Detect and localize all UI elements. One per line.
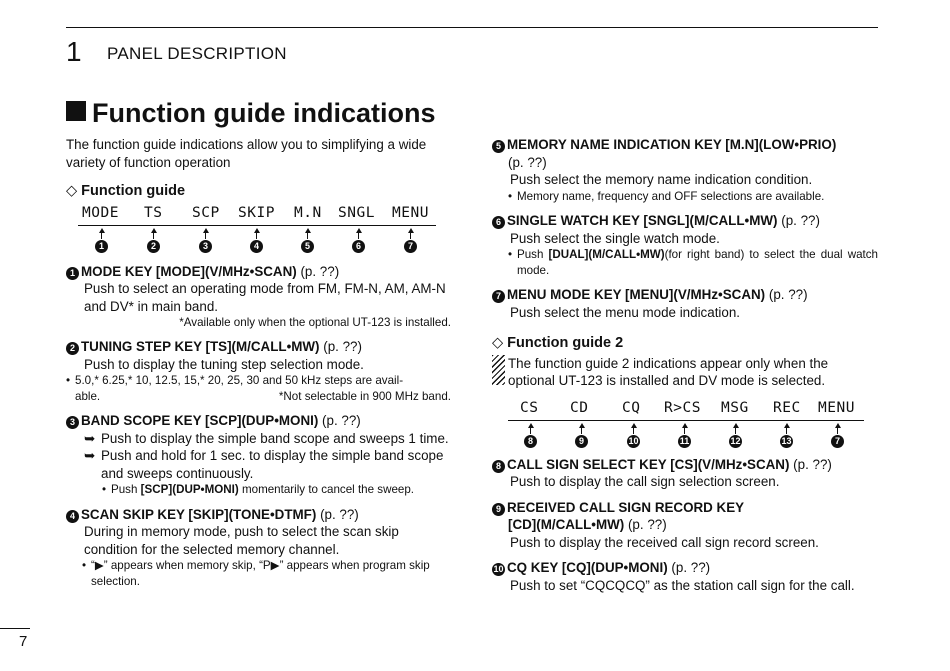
- guide-number: 3: [199, 240, 212, 253]
- lcd-label: SKIP: [238, 204, 275, 221]
- arrow-stem: [837, 427, 838, 434]
- key-description: Push select the memory name indication condition.: [510, 172, 813, 187]
- intro-text: The function guide indications allow you to simplifying a wide variety of function operation: [66, 137, 427, 170]
- page-ref: (p. ??): [671, 560, 711, 575]
- arrow-item-text: Push to display the simple band scope and sweeps 1 time.: [101, 430, 449, 446]
- key-heading: [492, 136, 878, 154]
- function-guide-1-diagram: [66, 205, 451, 257]
- guide-number: 1: [95, 240, 108, 253]
- arrow-stem: [410, 232, 411, 239]
- bullet-note: [508, 247, 878, 278]
- key-title: CQ KEY [CQ](DUP•MONI): [507, 560, 668, 575]
- item-number: 6: [492, 216, 505, 229]
- guide-underline: [508, 420, 864, 421]
- bullet-key: [DUAL](M/CALL•MW): [548, 248, 665, 261]
- lcd-label: TS: [144, 204, 163, 221]
- arrow-item-text: Push and hold for 1 sec. to display the simple band scope and sweeps continuously.: [101, 448, 444, 481]
- guide-number: 2: [147, 240, 160, 253]
- lcd-label: CD: [570, 399, 589, 416]
- arrow-stem: [786, 427, 787, 434]
- item-number: 1: [66, 267, 79, 280]
- square-bullet-icon: [66, 101, 86, 121]
- arrow-up-icon: [408, 228, 414, 233]
- item-number: 8: [492, 460, 505, 473]
- key-heading: [66, 338, 451, 356]
- arrow-up-icon: [682, 423, 688, 428]
- guide-number: 13: [781, 435, 792, 446]
- page-ref: (p. ??): [508, 154, 547, 170]
- arrow-up-icon: [254, 228, 260, 233]
- arrow-up-icon: [631, 423, 637, 428]
- bullet-note: • Memory name, frequency and OFF selections are available.: [508, 189, 878, 205]
- guide2-title-text: Function guide 2: [507, 335, 624, 351]
- right-column: [492, 136, 878, 594]
- lcd-label: M.N: [294, 204, 322, 221]
- chapter-title: PANEL DESCRIPTION: [107, 44, 287, 63]
- arrow-stem: [633, 427, 634, 434]
- key-heading: [66, 506, 451, 524]
- arrow-up-icon: [835, 423, 841, 428]
- diamond-icon: ◇: [66, 183, 78, 199]
- key-title: RECEIVED CALL SIGN RECORD KEY: [507, 499, 745, 515]
- item-number: 7: [492, 290, 505, 303]
- arrow-up-icon: [579, 423, 585, 428]
- key-title: TUNING STEP KEY [TS](M/CALL•MW): [81, 339, 320, 354]
- arrow-right-icon: ➥: [84, 448, 96, 463]
- lcd-label: MENU: [818, 399, 855, 416]
- lcd-label: CS: [520, 399, 539, 416]
- lcd-label: REC: [773, 399, 801, 416]
- item-number: 10: [493, 564, 504, 574]
- arrow-right-icon: ➥: [84, 430, 96, 446]
- function-guide-2-diagram: [492, 400, 878, 452]
- arrow-stem: [530, 427, 531, 434]
- key-title: SCAN SKIP KEY [SKIP](TONE•DTMF): [81, 506, 317, 522]
- key-description: Push to display the tuning step selection mode.: [84, 356, 364, 372]
- key-heading-cont: [508, 516, 878, 534]
- page-ref: (p. ??): [768, 287, 808, 302]
- page-number-rule: [0, 628, 30, 629]
- page-ref: (p. ??): [793, 456, 832, 472]
- section-title: [66, 98, 436, 129]
- lcd-label: MODE: [82, 204, 119, 221]
- diamond-icon: ◇: [492, 335, 504, 351]
- arrow-up-icon: [99, 228, 105, 233]
- footnote: *Available only when the optional UT-123 is installed.: [179, 316, 451, 329]
- arrow-up-icon: [203, 228, 209, 233]
- key-heading: [492, 559, 878, 577]
- section-title-text: Function guide indications: [92, 98, 436, 128]
- page-ref: (p. ??): [322, 413, 361, 428]
- guide-number: 6: [352, 240, 365, 253]
- page-ref: (p. ??): [781, 213, 820, 228]
- bullet-text: Push: [517, 248, 549, 261]
- key-title: MEMORY NAME INDICATION KEY [M.N](LOW•PRIO): [507, 137, 837, 152]
- page-ref: (p. ??): [627, 517, 667, 532]
- page-ref: (p. ??): [300, 263, 340, 279]
- arrow-stem: [101, 232, 102, 239]
- key-heading: [492, 286, 878, 304]
- arrow-up-icon: [305, 228, 311, 233]
- arrow-stem: [256, 232, 257, 239]
- arrow-item: [84, 430, 451, 448]
- guide-underline: [78, 225, 436, 226]
- bullet-text: momentarily to cancel the sweep.: [238, 483, 415, 496]
- bullet-text: (for right band) to select the dual watch mode.: [517, 248, 878, 277]
- bullet-footnote: *Not selectable in 900 MHz band.: [278, 389, 451, 403]
- key-description: Push select the menu mode indication.: [510, 304, 741, 320]
- key-title: MENU MODE KEY [MENU](V/MHz•SCAN): [507, 287, 766, 302]
- key-heading: [492, 499, 878, 517]
- lcd-label: R>CS: [664, 399, 701, 416]
- bullet-note: • “▶” appears when memory skip, “P▶” appears when program skip selection.: [82, 558, 451, 589]
- bullet-text: able.: [75, 389, 101, 403]
- guide-number: 5: [301, 240, 314, 253]
- arrow-up-icon: [528, 423, 534, 428]
- guide-number: 12: [730, 435, 741, 446]
- arrow-stem: [153, 232, 154, 239]
- key-heading: [66, 263, 451, 281]
- arrow-stem: [307, 232, 308, 239]
- arrow-stem: [684, 427, 685, 434]
- bullet-text: 5.0,* 6.25,* 10, 12.5, 15,* 20, 25, 30 and 50 kHz steps are avail-: [75, 374, 404, 387]
- item-number: 9: [492, 503, 505, 516]
- key-title: BAND SCOPE KEY [SCP](DUP•MONI): [81, 413, 319, 428]
- key-heading: [492, 456, 878, 474]
- lcd-label: MENU: [392, 204, 429, 221]
- item-number: 3: [66, 416, 79, 429]
- guide-number: 4: [250, 240, 263, 253]
- key-description: During in memory mode, push to select the scan skip condition for the selected memory channel.: [84, 524, 399, 557]
- bullet-note: [102, 482, 451, 498]
- key-description: Push to display the call sign selection screen.: [510, 474, 780, 489]
- arrow-up-icon: [151, 228, 157, 233]
- lcd-label: CQ: [622, 399, 641, 416]
- guide-number: 7: [404, 240, 417, 253]
- key-heading: [492, 212, 878, 230]
- top-rule: [66, 27, 878, 28]
- bullet-key: [SCP](DUP•MONI): [140, 483, 239, 496]
- arrow-stem: [581, 427, 582, 434]
- arrow-stem: [205, 232, 206, 239]
- guide-number: 11: [679, 435, 690, 446]
- guide1-title-text: Function guide: [81, 183, 186, 199]
- arrow-item: [84, 447, 451, 482]
- guide2-note-text: The function guide 2 indications appear only when the optional UT-123 is installed and DV mode is selected.: [508, 355, 829, 388]
- bullet-text: Push: [111, 483, 141, 496]
- lcd-label: SNGL: [338, 204, 375, 221]
- item-number: 2: [66, 342, 79, 355]
- key-title: [CD](M/CALL•MW): [508, 517, 625, 532]
- guide-number: 9: [575, 435, 588, 448]
- arrow-up-icon: [784, 423, 790, 428]
- key-heading: [66, 412, 451, 430]
- guide-number: 10: [628, 435, 639, 446]
- item-number: 4: [66, 510, 79, 523]
- arrow-stem: [358, 232, 359, 239]
- page-ref: (p. ??): [323, 339, 362, 354]
- key-title: SINGLE WATCH KEY [SNGL](M/CALL•MW): [507, 213, 778, 228]
- lcd-label: MSG: [721, 399, 749, 416]
- guide1-title: [66, 183, 451, 201]
- key-description: Push select the single watch mode.: [510, 230, 720, 246]
- arrow-stem: [735, 427, 736, 434]
- chapter-number: 1: [66, 36, 82, 67]
- key-description: Push to set “CQCQCQ” as the station call sign for the call.: [510, 577, 855, 593]
- guide-number: 7: [831, 435, 844, 448]
- guide2-title: [492, 335, 878, 353]
- arrow-up-icon: [733, 423, 739, 428]
- lcd-label: SCP: [192, 204, 220, 221]
- guide-number: 8: [524, 435, 537, 448]
- left-column: [66, 136, 451, 589]
- item-number: 5: [492, 140, 505, 153]
- arrow-up-icon: [356, 228, 362, 233]
- page-ref: (p. ??): [320, 506, 359, 522]
- key-title: MODE KEY [MODE](V/MHz•SCAN): [81, 263, 297, 279]
- guide2-note: [492, 355, 878, 390]
- key-description: Push to select an operating mode from FM, FM-N, AM, AM-N and DV* in main band.: [84, 281, 446, 314]
- note-icon: [492, 355, 505, 385]
- key-description: Push to display the received call sign record screen.: [510, 534, 819, 550]
- page-number: 7: [19, 633, 28, 650]
- bullet-note: [66, 373, 451, 404]
- key-title: CALL SIGN SELECT KEY [CS](V/MHz•SCAN): [507, 456, 790, 472]
